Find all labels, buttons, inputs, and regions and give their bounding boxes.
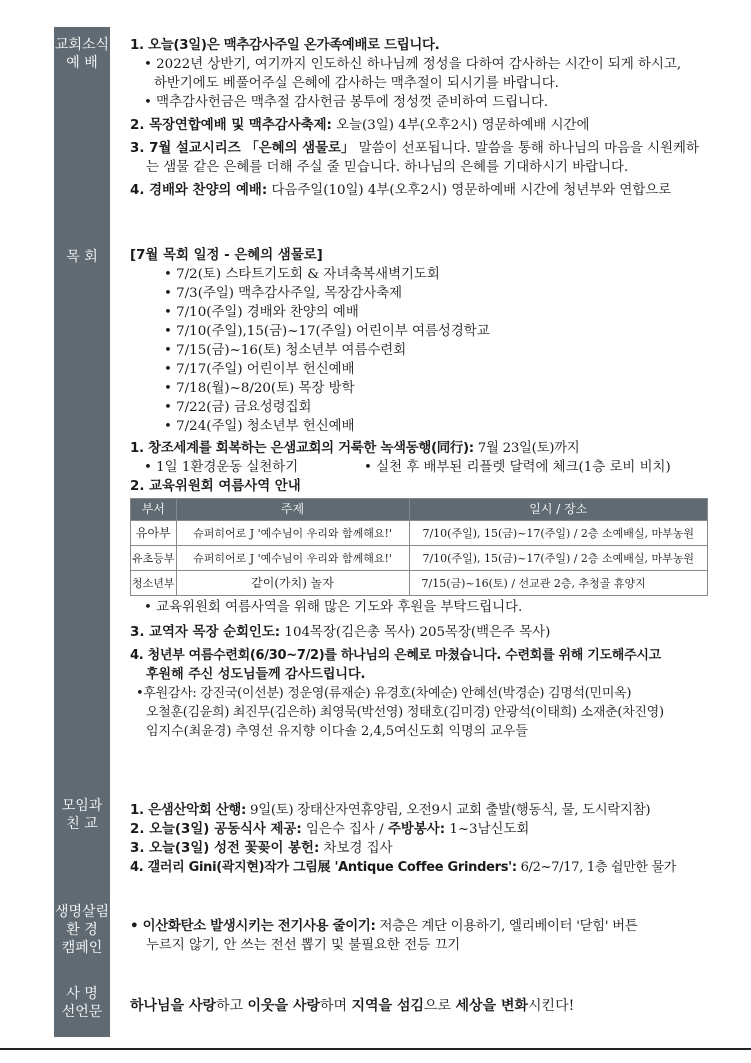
table-cell: 슈퍼히어로 J '예수님이 우리와 함께해요!' — [176, 546, 409, 571]
worship-item-2: 2. 목장연합예배 및 맥추감사축제: 오늘(3일) 4부(오후2시) 영문하예배 시간에 — [130, 118, 590, 133]
section-label-campaign: 생명살림 환 경 캠페인 — [54, 904, 110, 956]
schedule-item: • 7/15(금)~16(토) 청소년부 여름수련회 — [164, 343, 407, 358]
section-label-mission: 사 명 선언문 — [61, 986, 103, 1020]
fellowship-item-3: 3. 오늘(3일) 성전 꽃꽂이 봉헌: 차보경 집사 — [130, 841, 393, 856]
worship-item-4: 4. 경배와 찬양의 예배: 다음주일(10일) 4부(오후2시) 영문하예배 시간에 청년부와 연합으로 — [130, 183, 672, 198]
campaign-section — [130, 917, 715, 955]
worship-item-3-cont: 는 샘물 같은 은혜를 더해 주실 줄 믿습니다. 하나님의 은혜를 기대하시기 바랍니다. — [146, 160, 629, 175]
section-label-pastoral: 목 회 — [66, 249, 98, 265]
worship-item-1-note: • 2022년 상반기, 여기까지 인도하신 하나님께 정성을 다하여 감사하는 시간이 되게 하시고, — [144, 57, 682, 72]
table-cell: 7/10(주일), 15(금)~17(주일) / 2층 소예배실, 마부농원 — [409, 521, 707, 546]
pastoral-item-1-bullets: • 1일 1환경운동 실천하기 • 실천 후 배부된 리플렛 달력에 체크(1층 로비 비치) — [144, 460, 671, 475]
fellowship-item-2: 2. 오늘(3일) 공동식사 제공: 임은수 집사 / 주방봉사: 1~3남신도회 — [130, 822, 530, 837]
pastoral-section — [130, 246, 715, 741]
mission-statement: 하나님을 사랑하고 이웃을 사랑하며 지역을 섬김으로 세상을 변화시킨다! — [130, 998, 575, 1014]
education-table — [130, 498, 708, 596]
table-cell: 슈퍼히어로 J '예수님이 우리와 함께해요!' — [176, 521, 409, 546]
section-label-worship: 교회소식 예 배 — [54, 37, 110, 71]
pastoral-item-3: 3. 교역자 목장 순회인도: 104목장(김은총 목사) 205목장(백은주 목사) — [130, 625, 551, 640]
schedule-item: • 7/17(주일) 어린이부 헌신예배 — [164, 362, 355, 377]
worship-item-1-note-cont: 하반기에도 베풀어주실 은혜에 감사하는 맥추절이 되시기를 바랍니다. — [154, 76, 559, 91]
schedule-item: • 7/10(주일) 경배와 찬양의 예배 — [164, 305, 359, 320]
pastoral-item-2: 2. 교육위원회 여름사역 안내 — [130, 479, 301, 494]
section-label-fellowship: 모임과 친 교 — [61, 798, 103, 832]
pastoral-item-4: 4. 청년부 여름수련회(6/30~7/2)를 하나님의 은혜로 마쳤습니다. 수련회를 위해 기도해주시고 — [130, 648, 661, 663]
table-cell: 유아부 — [131, 521, 177, 546]
table-cell: 청소년부 — [131, 571, 177, 596]
worship-item-1: 1. 오늘(3일)은 맥추감사주일 온가족예배로 드립니다. — [130, 38, 440, 53]
sponsor-list-cont: 오철훈(김윤희) 최진무(김은하) 최영묵(박선영) 정태호(김미경) 안광석(이태희) 소재춘(차진영) — [146, 705, 664, 720]
table-cell: 같이(가치) 놀자 — [176, 571, 409, 596]
schedule-item: • 7/22(금) 금요성령집회 — [164, 400, 312, 415]
bottom-divider — [0, 1048, 751, 1050]
table-cell: 7/10(주일), 15(금)~17(주일) / 2층 소예배실, 마부농원 — [409, 546, 707, 571]
schedule-item: • 7/2(토) 스타트기도회 & 자녀축복새벽기도회 — [164, 267, 440, 282]
worship-item-3: 3. 7월 설교시리즈 「은혜의 샘물로」 말씀이 선포됩니다. 말씀을 통해 하나님의 마음을 시원케하 — [130, 141, 699, 156]
table-row — [131, 521, 708, 546]
campaign-item-cont: 누르지 않기, 안 쓰는 전선 뽑기 및 불필요한 전등 끄기 — [146, 938, 461, 953]
schedule-item: • 7/18(월)~8/20(토) 목장 방학 — [164, 381, 355, 396]
schedule-item: • 7/3(주일) 맥추감사주일, 목장감사축제 — [164, 286, 403, 301]
pastoral-item-1: 1. 창조세계를 회복하는 은샘교회의 거룩한 녹색동행(同行): 7월 23일(토)까지 — [130, 441, 580, 456]
worship-item-1-note-2: • 맥추감사헌금은 맥추절 감사헌금 봉투에 정성껏 준비하여 드립니다. — [144, 95, 549, 110]
schedule-item: • 7/10(주일),15(금)~17(주일) 어린이부 여름성경학교 — [164, 324, 490, 339]
table-header: 주제 — [176, 499, 409, 521]
sponsor-list-cont-2: 임지수(최윤경) 추영선 유지향 이다솔 2,4,5여신도회 익명의 교우들 — [146, 724, 528, 739]
table-row — [131, 546, 708, 571]
fellowship-item-4: 4. 갤러리 Gini(곽지현)작가 그림展 'Antique Coffee Grinders': 6/2~7/17, 1층 쉴만한 물가 — [130, 860, 677, 875]
table-row — [131, 571, 708, 596]
table-header: 부서 — [131, 499, 177, 521]
education-note: • 교육위원회 여름사역을 위해 많은 기도와 후원을 부탁드립니다. — [144, 600, 523, 615]
sidebar-band — [54, 27, 110, 1037]
campaign-item: • 이산화탄소 발생시키는 전기사용 줄이기: 저층은 계단 이용하기, 엘리베이터 '닫힘' 버튼 — [130, 919, 638, 934]
pastoral-item-4-cont: 후원해 주신 성도님들께 감사드립니다. — [146, 667, 366, 682]
table-header: 일시 / 장소 — [409, 499, 707, 521]
table-cell: 유초등부 — [131, 546, 177, 571]
fellowship-section — [130, 801, 715, 877]
sponsor-list: •후원감사: 강진국(이선분) 정운영(류재순) 유경호(차예순) 안혜선(박경순) 김명석(민미옥) — [136, 686, 632, 701]
schedule-title: [7월 목회 일정 - 은혜의 샘물로] — [130, 248, 323, 263]
schedule-item: • 7/24(주일) 청소년부 헌신예배 — [164, 419, 355, 434]
fellowship-item-1: 1. 은샘산악회 산행: 9일(토) 장태산자연휴양림, 오전9시 교회 출발(행동식, 물, 도시락지참) — [130, 803, 651, 818]
table-cell: 7/15(금)~16(토) / 선교관 2층, 추청골 휴양지 — [409, 571, 707, 596]
worship-section — [130, 36, 715, 200]
